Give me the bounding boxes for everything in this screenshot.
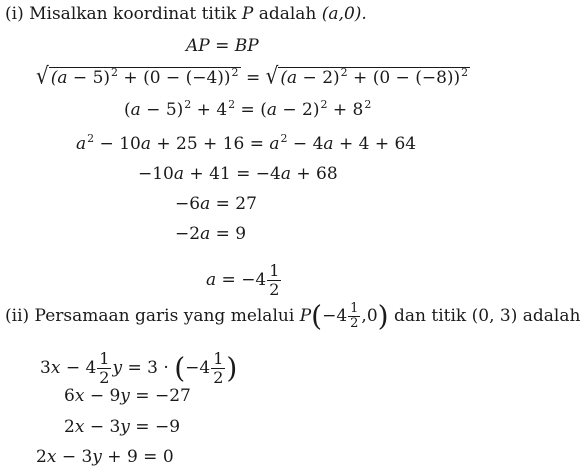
equation-line-5: −10a + 41 = −4a + 68 — [138, 164, 338, 184]
equation-line-1 — [186, 36, 259, 56]
part-ii-text-b: dan titik — [394, 306, 467, 326]
equation-line-10: 6x − 9y = −27 — [64, 386, 191, 406]
part-i-label: (i) — [5, 4, 24, 24]
equation-line-6: −6a = 27 — [175, 194, 257, 214]
eq1-text: AP = BP — [186, 36, 259, 56]
part-i-coord: (a,0). — [321, 4, 367, 24]
equation-line-9: 3x − 4 $\frac{1}{2}$ y = 3 · (−4 $\frac{1}{2}$ ) — [40, 349, 238, 387]
part-ii-heading — [5, 299, 580, 333]
fraction-half: $\frac{1}{2}$ — [269, 261, 280, 299]
part-ii-text-a: Persamaan garis yang melalui — [34, 306, 295, 326]
equation-line-4: $a^2 - 10a + 25 + 16 = a^2 - 4a + 4 + 64$ — [76, 132, 417, 154]
part-i-point: P — [241, 4, 254, 24]
part-i-heading — [5, 4, 367, 24]
equation-line-7: −2a = 9 — [175, 224, 247, 244]
equation-line-8: a = −4 $\frac{1}{2}$ — [206, 261, 280, 299]
part-ii-coord-p: (−4 $\frac{1}{2}$ ,0) — [311, 299, 389, 333]
part-ii-label: (ii) — [5, 306, 30, 326]
part-ii-coord-q: (0, 3) — [471, 306, 518, 326]
equation-line-12: 2x − 3y + 9 = 0 — [36, 447, 174, 467]
equation-line-3: $(a - 5)^2 + 4^2 = (a - 2)^2 + 8^2$ — [124, 98, 372, 120]
equation-line-2: √ $(a - 5)^2 + (0 - (-4))^2$ = √ $(a - 2)^2 + (0 - (-8))^2$ — [36, 61, 469, 90]
part-ii-text-c: adalah — [522, 306, 580, 326]
part-ii-point: P — [299, 306, 312, 326]
part-i-intro: Misalkan koordinat titik — [29, 4, 237, 24]
part-i-intro-mid: adalah — [258, 4, 317, 24]
equation-line-11: 2x − 3y = −9 — [64, 417, 181, 437]
